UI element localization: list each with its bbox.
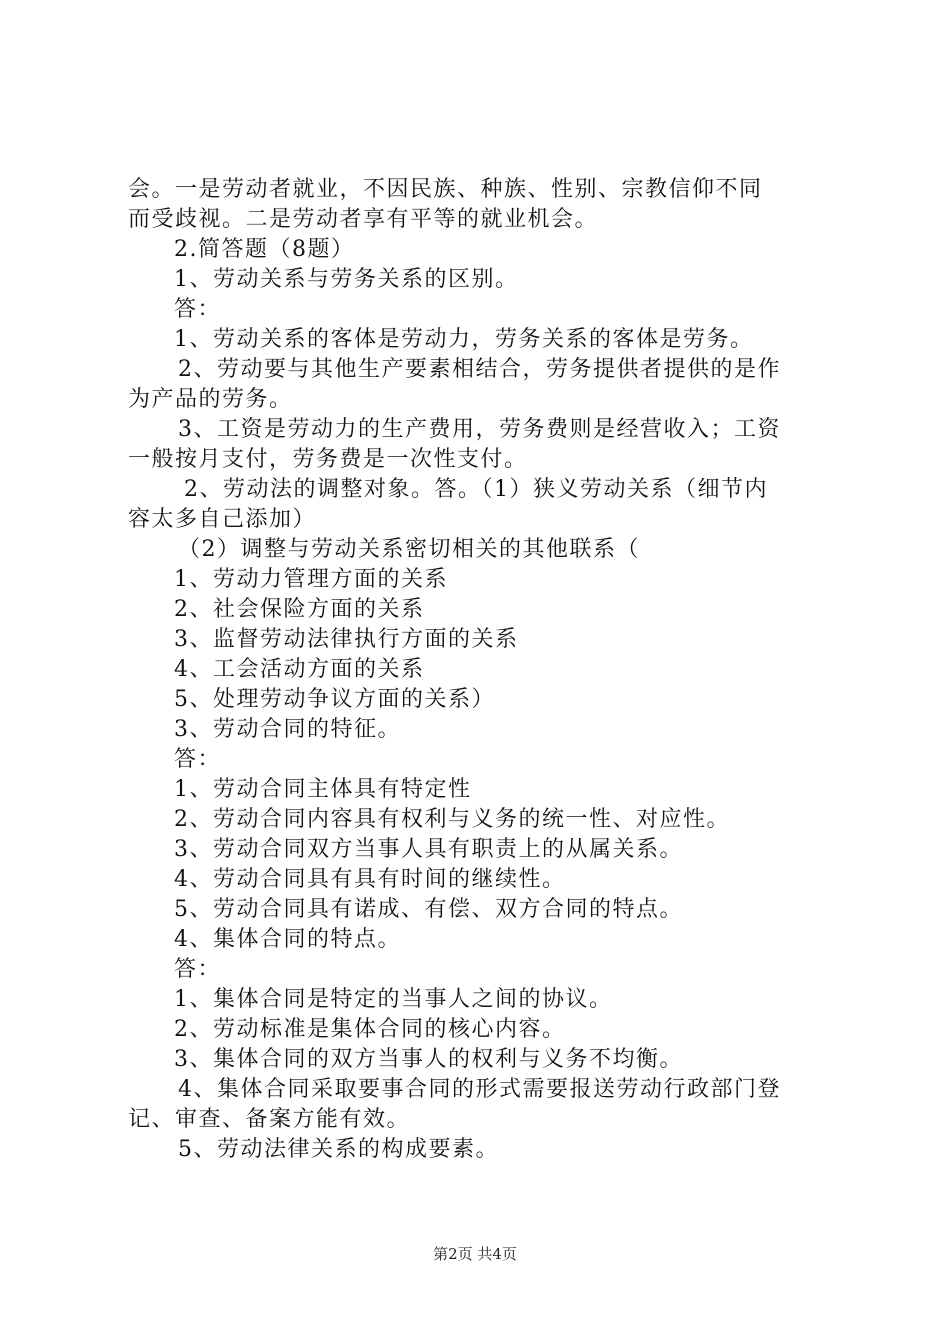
text-line: 2、社会保险方面的关系 <box>174 597 425 622</box>
text-line: 2.简答题（8题） <box>174 237 355 262</box>
text-line: 3、监督劳动法律执行方面的关系 <box>174 627 519 652</box>
text-line: 会。一是劳动者就业，不因民族、种族、性别、宗教信仰不同 <box>128 177 763 202</box>
text-line: 记、审查、备案方能有效。 <box>128 1107 411 1132</box>
text-line: 3、劳动合同的特征。 <box>174 717 401 742</box>
text-line: 2、劳动合同内容具有权利与义务的统一性、对应性。 <box>174 807 730 832</box>
text-line: 5、劳动合同具有诺成、有偿、双方合同的特点。 <box>174 897 683 922</box>
text-line: 3、工资是劳动力的生产费用，劳务费则是经营收入；工资 <box>178 417 781 442</box>
text-line: 答： <box>174 957 222 982</box>
text-line: 1、劳动关系的客体是劳动力，劳务关系的客体是劳务。 <box>174 327 754 352</box>
text-line: 1、劳动力管理方面的关系 <box>174 567 448 592</box>
text-line: （2）调整与劳动关系密切相关的其他联系（ <box>178 537 640 562</box>
document-body <box>128 175 828 1165</box>
text-line: 4、工会活动方面的关系 <box>174 657 425 682</box>
text-line: 答： <box>174 747 222 772</box>
text-line: 为产品的劳务。 <box>128 387 293 412</box>
text-line: 2、劳动要与其他生产要素相结合，劳务提供者提供的是作 <box>178 357 781 382</box>
text-line: 答： <box>174 297 222 322</box>
text-line: 1、劳动关系与劳务关系的区别。 <box>174 267 519 292</box>
text-line: 1、劳动合同主体具有特定性 <box>174 777 472 802</box>
text-line: 3、集体合同的双方当事人的权利与义务不均衡。 <box>174 1047 683 1072</box>
text-line: 1、集体合同是特定的当事人之间的协议。 <box>174 987 613 1012</box>
page-footer: 第2页 共4页 <box>433 1245 517 1263</box>
text-line: 2、劳动标准是集体合同的核心内容。 <box>174 1017 566 1042</box>
text-line: 而受歧视。二是劳动者享有平等的就业机会。 <box>128 207 599 232</box>
text-line: 一般按月支付，劳务费是一次性支付。 <box>128 447 528 472</box>
text-line: 2、劳动法的调整对象。答。（1）狭义劳动关系（细节内 <box>184 477 768 502</box>
text-line: 4、集体合同的特点。 <box>174 927 401 952</box>
text-line: 容太多自己添加） <box>128 507 317 532</box>
text-line: 5、处理劳动争议方面的关系） <box>174 687 495 712</box>
text-line: 4、劳动合同具有具有时间的继续性。 <box>174 867 566 892</box>
text-line: 3、劳动合同双方当事人具有职责上的从属关系。 <box>174 837 683 862</box>
text-line: 5、劳动法律关系的构成要素。 <box>178 1137 499 1162</box>
text-line: 4、集体合同采取要事合同的形式需要报送劳动行政部门登 <box>178 1077 781 1102</box>
